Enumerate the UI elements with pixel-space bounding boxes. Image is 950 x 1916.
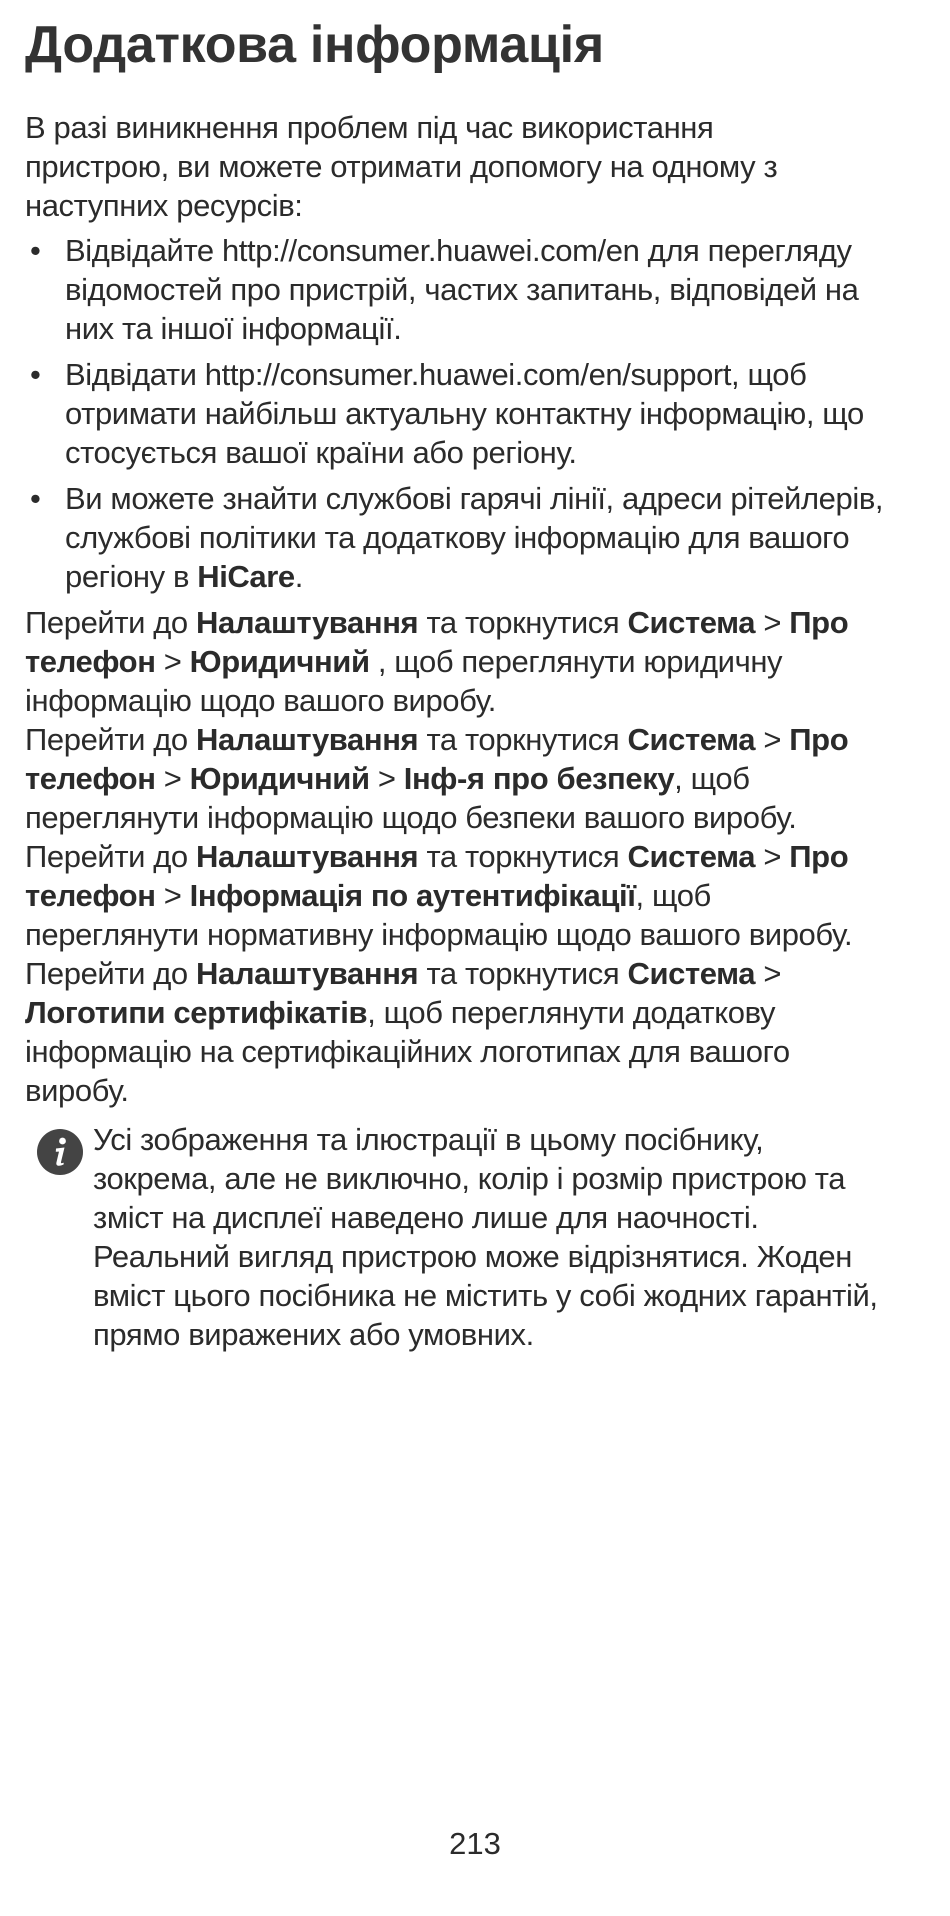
system-label: Система <box>627 956 756 991</box>
bullet-icon: • <box>30 357 41 392</box>
list-item <box>25 231 885 348</box>
legal-label: Юридичний <box>189 644 370 679</box>
bullet-text: Ви можете знайти службові гарячі лінії, адреси рітейлерів, службові політики та додаткову інформацію для вашого регіону в <box>65 481 884 594</box>
settings-label: Налаштування <box>196 956 419 991</box>
settings-label: Налаштування <box>196 839 419 874</box>
info-icon <box>37 1129 83 1175</box>
bullet-text: Відвідати http://consumer.huawei.com/en/support, щоб отримати найбільш актуальну контактну інформацію, що стосується вашої країни або регіону. <box>65 357 864 470</box>
about-phone-label: Про телефон <box>25 722 849 796</box>
certification-logos-paragraph: Перейти до Налаштування та торкнутися Система > Логотипи сертифікатів, щоб переглянути додаткову інформацію на сертифікаційних логотипах для вашого виробу. <box>25 956 790 1108</box>
authentication-info-paragraph: Перейти до Налаштування та торкнутися Система > Про телефон > Інформація по аутентифікації, щоб переглянути нормативну інформацію щодо вашого виробу. <box>25 839 853 952</box>
resource-list <box>25 231 905 596</box>
list-item <box>25 355 885 472</box>
bullet-icon: • <box>30 481 41 516</box>
document-body <box>25 108 905 1354</box>
legal-label: Юридичний <box>189 761 370 796</box>
bullet-icon: • <box>30 233 41 268</box>
system-label: Система <box>627 722 756 757</box>
settings-label: Налаштування <box>196 605 419 640</box>
safety-info-label: Інф-я про безпеку <box>403 761 675 796</box>
page-title: Додаткова інформація <box>25 16 604 74</box>
about-phone-label: Про телефон <box>25 839 849 913</box>
intro-paragraph: В разі виникнення проблем під час використання пристрою, ви можете отримати допомогу на одному з наступних ресурсів: <box>25 110 778 223</box>
about-phone-label: Про телефон <box>25 605 849 679</box>
authentication-info-label: Інформація по аутентифікації <box>189 878 636 913</box>
settings-label: Налаштування <box>196 722 419 757</box>
certification-logos-label: Логотипи сертифікатів <box>25 995 368 1030</box>
safety-info-paragraph: Перейти до Налаштування та торкнутися Система > Про телефон > Юридичний > Інф-я про безпеку, щоб переглянути інформацію щодо безпеки вашого виробу. <box>25 722 849 835</box>
disclaimer-text: Усі зображення та ілюстрації в цьому посібнику, зокрема, але не виключно, колір і розмір пристрою та зміст на дисплеї наведено лише для наочності. Реальний вигляд пристрою може відрізнятися. Жоден вміст цього посібника не містить у собі жодних гарантій, прямо виражених або умовних. <box>93 1122 878 1352</box>
hicare-label: HiCare <box>197 559 295 594</box>
bullet-text-end: . <box>294 559 303 594</box>
system-label: Система <box>627 839 756 874</box>
disclaimer-note <box>25 1120 883 1354</box>
page-number: 213 <box>449 1826 501 1861</box>
list-item <box>25 479 885 596</box>
system-label: Система <box>627 605 756 640</box>
legal-info-paragraph: Перейти до Налаштування та торкнутися Система > Про телефон > Юридичний , щоб переглянути юридичну інформацію щодо вашого виробу. <box>25 605 849 718</box>
bullet-text: Відвідайте http://consumer.huawei.com/en для перегляду відомостей про пристрій, частих запитань, відповідей на них та іншої інформації. <box>65 233 859 346</box>
